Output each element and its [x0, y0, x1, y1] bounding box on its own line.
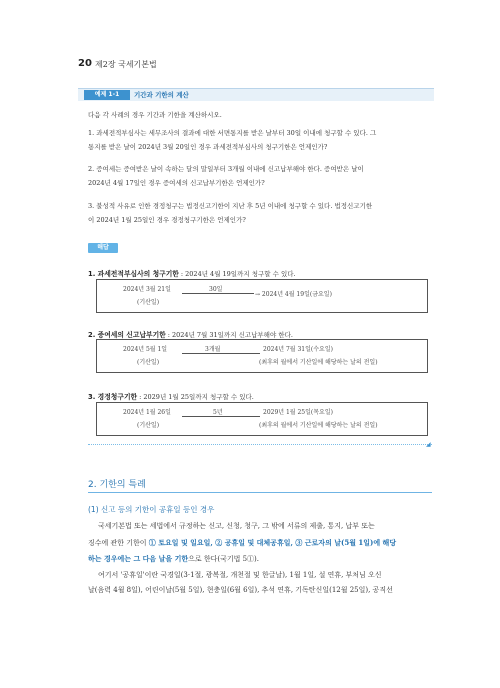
body-line	[88, 535, 434, 552]
end-date: → 2024년 4월 19일(금요일)	[255, 291, 332, 298]
start-note: (기산일)	[137, 422, 160, 429]
question-line: 1. 과세전적부심사는 세무조사의 결과에 대한 서면통지를 받은 날부터 30일 이내에 청구할 수 있다. 그	[88, 129, 377, 137]
answer-item-3-heading	[88, 384, 254, 403]
question-line: 이 2024년 1월 25일인 경우 경정청구기한은 언제인가?	[88, 216, 246, 224]
body-text: 으로 한다(국기법 5①).	[188, 555, 260, 563]
answer-heading: 2. 증여세의 신고납부기한	[88, 331, 166, 339]
subsection-title: (1) 신고 등의 기한이 공휴일 등인 경우	[88, 505, 215, 514]
answer-heading: 1. 과세전적부심사의 청구기한	[88, 270, 179, 278]
body-line	[88, 551, 434, 568]
example-end-divider	[88, 444, 432, 445]
section-underline	[88, 492, 432, 493]
end-note: (최후의 월에서 기산일에 해당하는 날의 전일)	[259, 359, 378, 366]
timeline-box-3	[96, 402, 428, 436]
timeline-box-2	[96, 339, 428, 373]
start-note: (기산일)	[137, 299, 160, 306]
start-date: 2024년 3월 21일	[123, 286, 171, 293]
answer-heading: 3. 경정청구기한	[88, 393, 138, 401]
period-line	[182, 353, 260, 354]
highlight-text: ① 토요일 및 일요일, ② 공휴일 및 대체공휴일, ③ 근로자의 날(5월 1일)에 해당	[148, 537, 397, 547]
body-text: 징수에 관한 기한이	[88, 538, 149, 547]
answer-text: : 2029년 1월 25일까지 청구할 수 있다.	[137, 393, 254, 401]
question-line: 2024년 4월 17일인 경우 증여세의 신고납부기한은 언제인가?	[88, 179, 265, 187]
body-line: 날(음력 4월 8일), 어린이날(5월 5일), 현충일(6월 6일), 추석 연휴, 기독탄신일(12월 25일), 공직선	[88, 586, 393, 594]
question-2	[88, 162, 364, 190]
period-line	[182, 416, 260, 417]
answer-text: : 2024년 7월 31일까지 신고납부해야 한다.	[165, 331, 293, 339]
example-title: 기간과 기한의 계산	[134, 91, 189, 99]
period-label: 30일	[209, 286, 223, 293]
question-line: 3. 불성적 사유로 인한 경정청구는 법정신고기한이 지난 후 5년 이내에 청구할 수 있다. 법정신고기한	[88, 202, 373, 210]
question-line: 통지를 받은 날이 2024년 3월 20일인 경우 과세전적부심사의 청구기한은 언제인가?	[88, 143, 328, 151]
highlight-text: 하는 경우에는 그 다음 날을 기한	[88, 554, 189, 563]
start-note: (기산일)	[137, 359, 160, 366]
answer-text: : 2024년 4월 19일까지 청구할 수 있다.	[178, 270, 296, 278]
example-intro: 다음 각 사례의 경우 기간과 기한을 계산하시오.	[88, 111, 222, 119]
section-title: 2. 기한의 특례	[88, 480, 146, 490]
example-label: 예제 1-1	[84, 90, 130, 100]
divider-mark: ◢	[426, 441, 431, 448]
question-3	[88, 199, 372, 227]
section-body	[88, 519, 434, 599]
page-number: 20	[78, 58, 92, 69]
timeline-box-1	[96, 279, 428, 313]
question-1	[88, 126, 376, 154]
answer-label: 해답	[88, 243, 118, 253]
body-line: 국세기본법 또는 세법에서 규정하는 신고, 신청, 청구, 그 밖에 서류의 제출, 통지, 납부 또는	[98, 522, 375, 530]
question-line: 2. 증여세는 증여받은 날이 속하는 달의 말일부터 3개월 이내에 신고납부해야 한다. 증여받은 날이	[88, 165, 364, 173]
start-date: 2024년 1월 26일	[123, 409, 171, 416]
chapter-title: 제2장 국세기본법	[95, 60, 157, 69]
example-banner	[78, 88, 434, 101]
end-date: 2024년 7월 31일(수요일)	[263, 346, 333, 353]
end-date: 2029년 1월 25일(목요일)	[263, 409, 333, 416]
period-label: 5년	[213, 409, 223, 416]
period-line	[182, 293, 254, 294]
body-line: 여기서 '공휴일'이란 국경일(3·1절, 광복절, 개천절 및 한글날), 1월 1일, 설 연휴, 부처님 오신	[98, 570, 382, 579]
answer-item-1-heading	[88, 261, 296, 280]
end-note: (최후의 월에서 기산일에 해당하는 날의 전일)	[259, 422, 378, 429]
period-label: 3개월	[205, 346, 221, 353]
start-date: 2024년 5월 1일	[123, 346, 168, 353]
